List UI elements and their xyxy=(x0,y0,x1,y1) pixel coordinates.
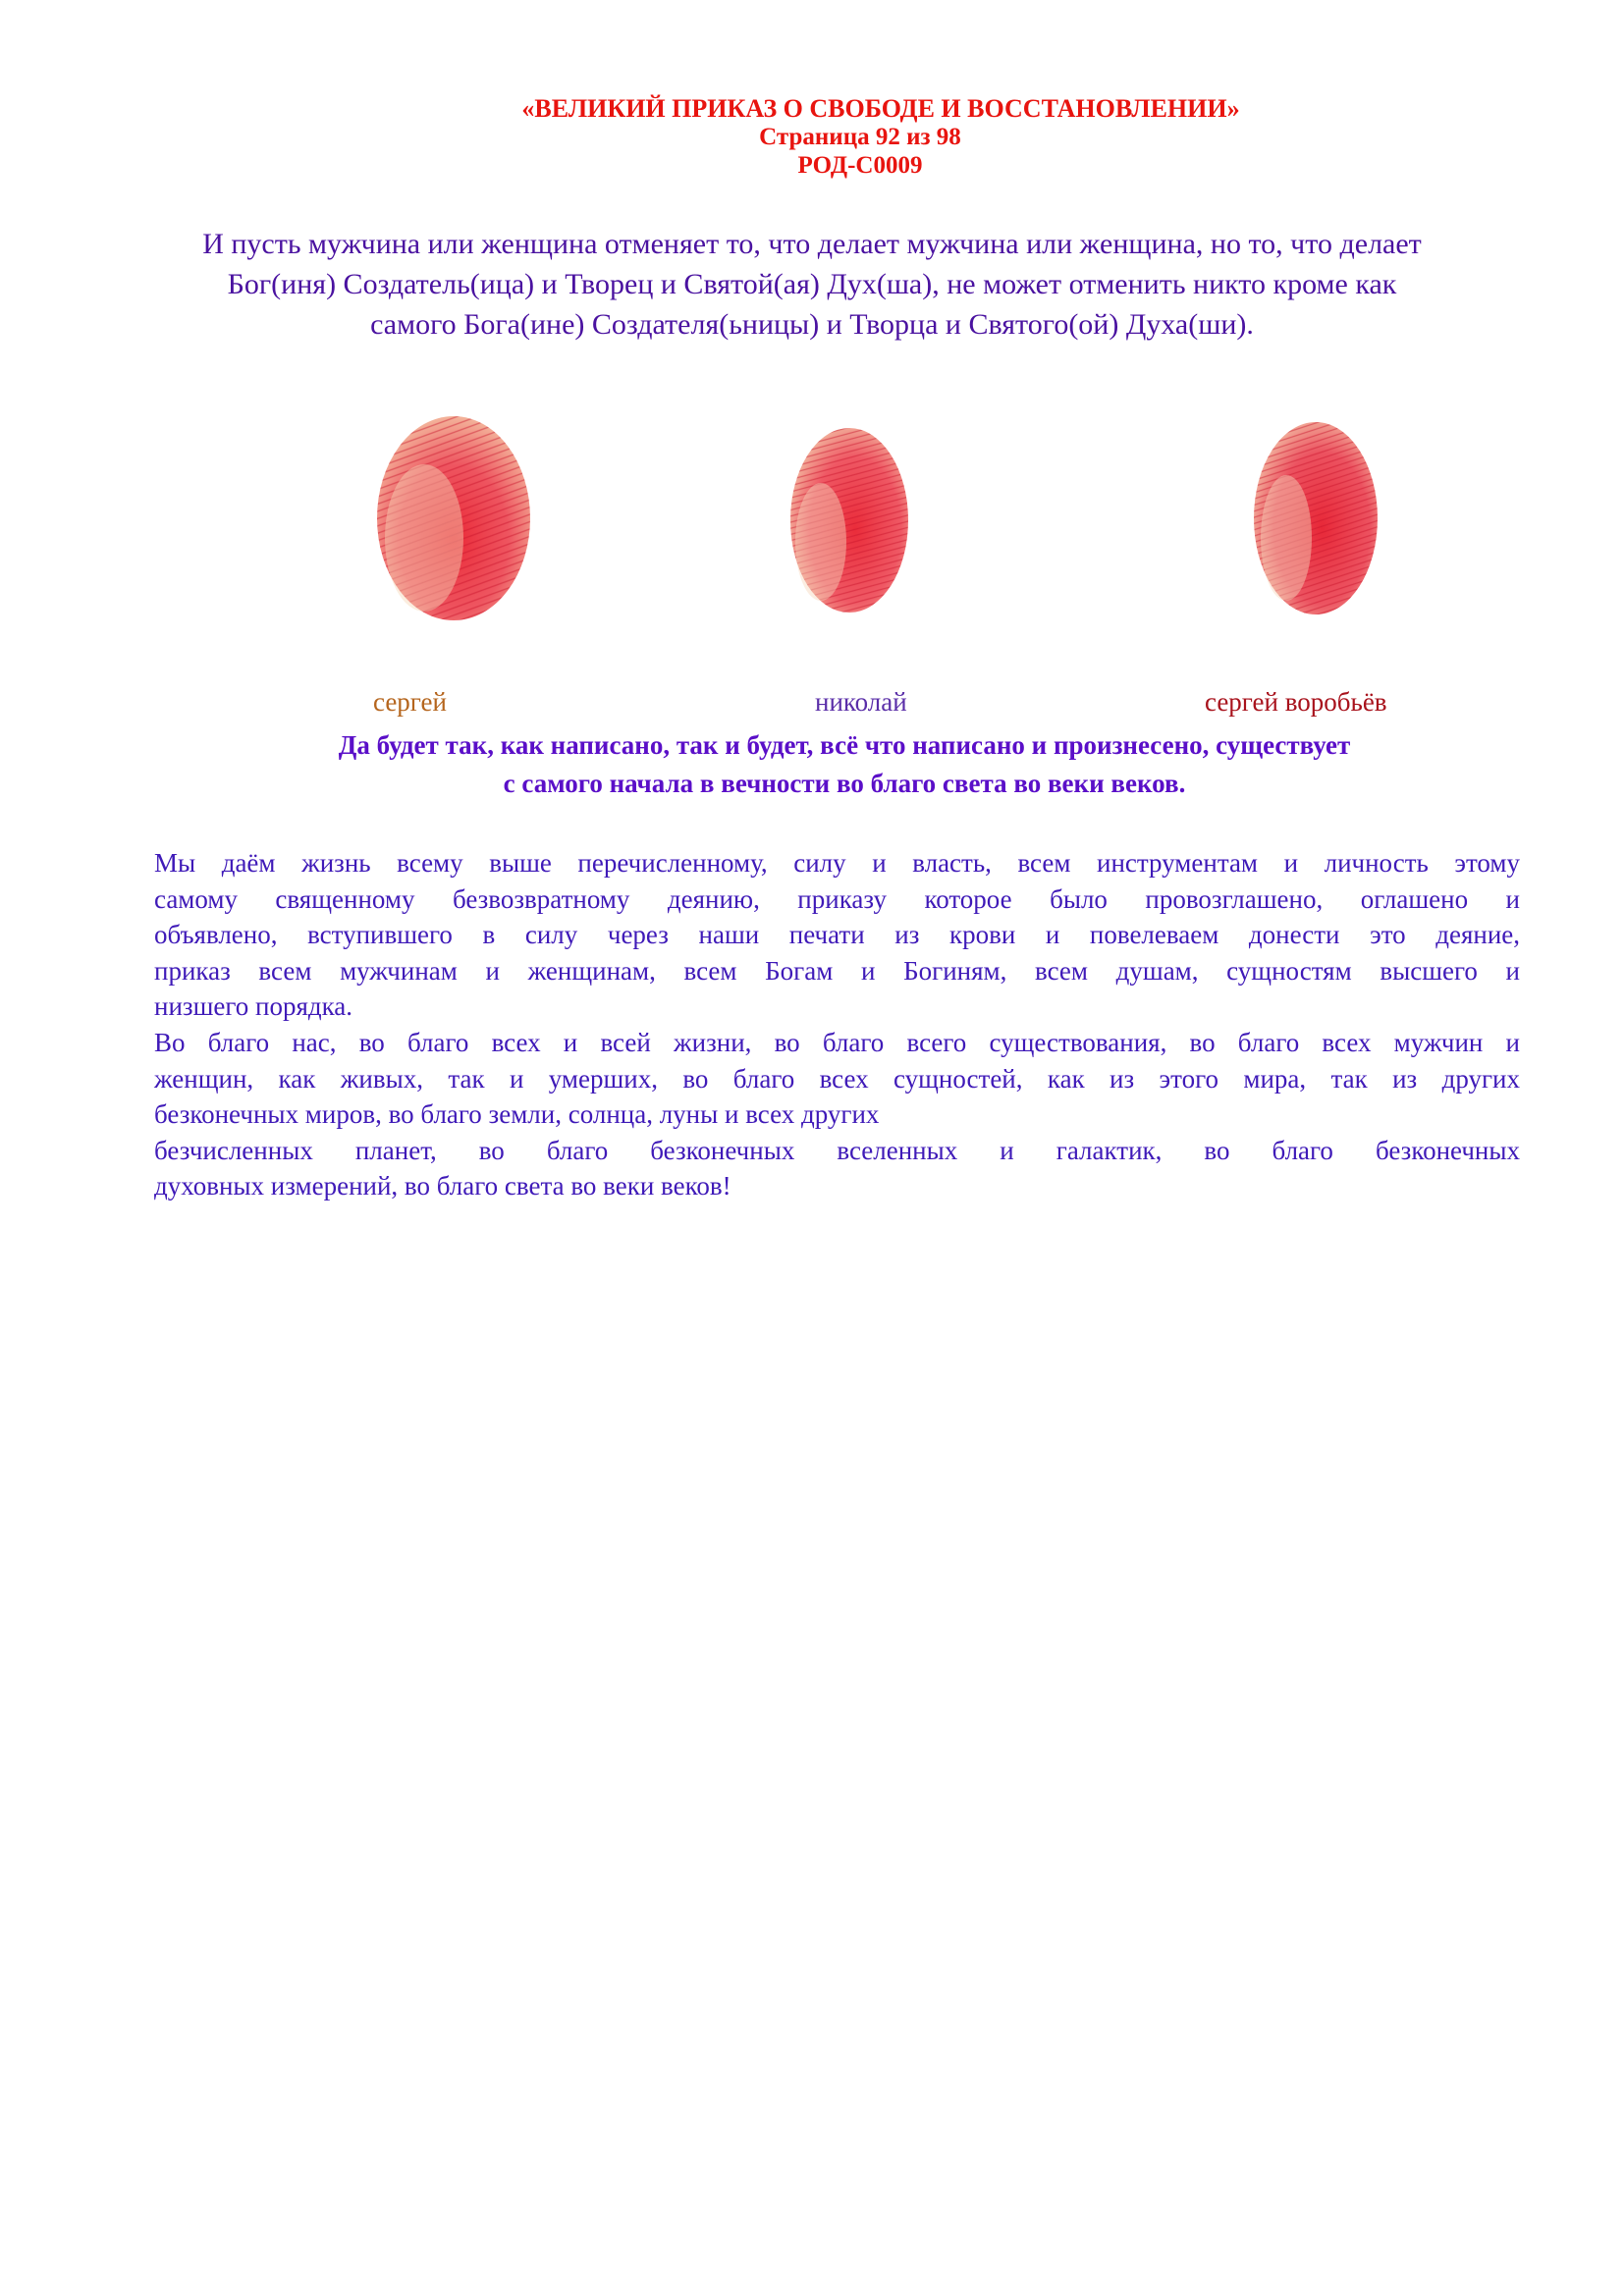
body-line: Мы даём жизнь всему выше перечисленному, силу и власть, всем инструментам и личность этому xyxy=(154,848,1520,878)
body-line: объявлено, вступившего в силу через наши печати из крови и повелеваем донести это деяние, xyxy=(154,920,1520,950)
intro-line: самого Бога(ине) Создателя(ьницы) и Творца и Святого(ой) Духа(ши). xyxy=(370,308,1254,341)
body-line: Во благо нас, во благо всех и всей жизни, во благо всего существования, во благо всех мужчин и xyxy=(154,1027,1520,1057)
fingerprint-icon xyxy=(1245,418,1386,618)
document-code: РОД-С0009 xyxy=(797,152,923,179)
body-line: женщин, как живых, так и умерших, во благо всех сущностей, как из этого мира, так из других xyxy=(154,1063,1520,1094)
declaration-line: с самого начала в вечности во благо света во веки веков. xyxy=(503,769,1186,798)
intro-paragraph xyxy=(118,224,1506,345)
body-line: низшего порядка. xyxy=(154,991,353,1022)
intro-line: И пусть мужчина или женщина отменяет то, что делает мужчина или женщина, но то, что делает xyxy=(202,228,1422,260)
intro-line: Бог(иня) Создатель(ица) и Творец и Святой(ая) Дух(ша), не может отменить никто кроме как xyxy=(227,268,1397,300)
declaration xyxy=(147,726,1542,803)
signature-name-sergey-vorobyov: сергей воробьёв xyxy=(1205,687,1387,717)
fingerprint-icon xyxy=(782,424,917,616)
signature-name-sergey: сергей xyxy=(373,687,447,717)
body-line: безчисленных планет, во благо безконечных вселенных и галактик, во благо безконечных xyxy=(154,1135,1520,1165)
signature-name-nikolay: николай xyxy=(815,687,907,717)
document-title: «ВЕЛИКИЙ ПРИКАЗ О СВОБОДЕ И ВОССТАНОВЛЕНИИ» xyxy=(521,94,1240,123)
fingerprint-3-graphic xyxy=(1245,418,1386,618)
fingerprint-1-graphic xyxy=(365,410,542,624)
body-line: приказ всем мужчинам и женщинам, всем Богам и Богиням, всем душам, сущностям высшего и xyxy=(154,955,1520,986)
fingerprint-icon xyxy=(365,410,542,624)
fingerprint-2-graphic xyxy=(782,424,917,616)
declaration-line: Да будет так, как написано, так и будет, всё что написано и произнесено, существует xyxy=(338,730,1351,760)
document-header xyxy=(0,94,1624,180)
page-counter: Страница 92 из 98 xyxy=(759,124,961,150)
body-paragraph xyxy=(154,845,1520,1204)
body-line: духовных измерений, во благо света во веки веков! xyxy=(154,1171,731,1201)
body-line: безконечных миров, во благо земли, солнца, луны и всех других xyxy=(154,1099,880,1130)
body-line: самому священному безвозвратному деянию, приказу которое было провозглашено, оглашено и xyxy=(154,883,1520,914)
